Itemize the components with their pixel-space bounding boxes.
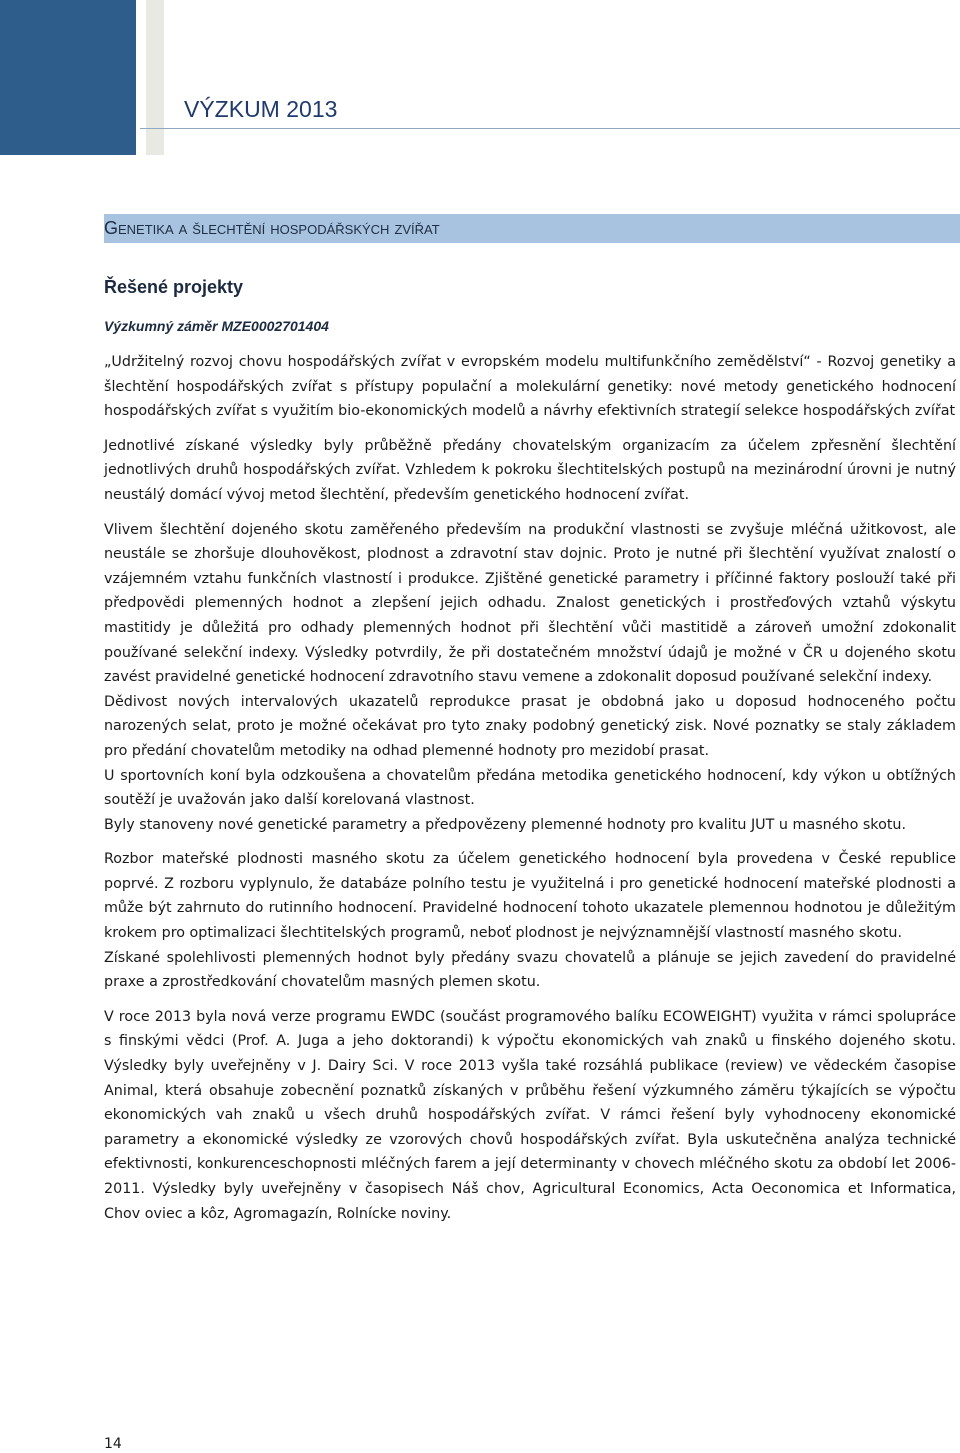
header-accent-bar xyxy=(0,0,136,155)
paragraph: Rozbor mateřské plodnosti masného skotu za účelem genetického hodnocení byla provedena v České republice poprvé. Z rozboru vyplynulo, že databáze polního testu je využitelná i pro genetické hodnocení mateřské plodnosti a může být zahrnuto do rutinního hodnocení. Pravidelné hodnocení tohoto ukazatele plemennou hodnotou je důležitým krokem pro optimalizaci šlechtitelských programů, neboť plodnost je nejvýznamnější vlastností masného skotu. xyxy=(104,851,956,942)
subheading: Řešené projekty xyxy=(104,277,244,297)
project-id: Výzkumný záměr MZE0002701404 xyxy=(104,318,329,334)
paragraph: Jednotlivé získané výsledky byly průběžně předány chovatelským organizacím za účelem zpřesnění šlechtění jednotlivých druhů hospodářských zvířat. Vzhledem k pokroku šlechtitelských postupů na mezinárodní úrovni je nutný neustálý domácí vývoj metod šlechtění, především genetického hodnocení zvířat. xyxy=(104,437,956,503)
paragraph: Byly stanoveny nové genetické parametry a předpovězeny plemenné hodnoty pro kvalitu JUT u masného skotu. xyxy=(104,816,907,833)
body-text xyxy=(104,350,956,1226)
project-title-paragraph: „Udržitelný rozvoj chovu hospodářských zvířat v evropském modelu multifunkčního zemědělství“ - Rozvoj genetiky a šlechtění hospodářských zvířat s přístupy populační a molekulární genetiky: nové metody genetického hodnocení hospodářských zvířat s využitím bio-ekonomických modelů a návrhy efektivních strategií selekce hospodářských zvířat xyxy=(104,354,956,420)
header-rule xyxy=(140,128,960,129)
paragraph: V roce 2013 byla nová verze programu EWDC (součást programového balíku ECOWEIGHT) využita v rámci spolupráce s finskými vědci (Prof. A. Juga a jeho doktorandi) k výpočtu ekonomických vah znaků u finského dojeného skotu. Výsledky byly uveřejněny v J. Dairy Sci. V roce 2013 vyšla také rozsáhlá publikace (review) ve vědeckém časopise Animal, která obsahuje zobecnění poznatků získaných v průběhu řešení výzkumného záměru týkajících se výpočtu ekonomických vah znaků u všech druhů hospodářských zvířat. V rámci řešení byly vyhodnoceny ekonomické parametry a ekonomické výsledky ze vzorových chovů hospodářských zvířat. Byla uskutečněna analýza technické efektivnosti, konkurenceschopnosti mléčných farem a její determinanty v chovech mléčného skotu za období let 2006-2011. Výsledky byly uveřejněny v časopisech Náš chov, Agricultural Economics, Acta Oeconomica et Informatica, Chov oviec a kôz, Agromagazín, Rolnícke noviny. xyxy=(104,1008,956,1222)
page-number: 14 xyxy=(104,1436,122,1452)
page-header-title: VÝZKUM 2013 xyxy=(184,96,338,122)
section-heading: Genetika a šlechtění hospodářských zvířat xyxy=(104,214,960,243)
paragraph: Vlivem šlechtění dojeného skotu zaměřeného především na produkční vlastnosti se zvyšuje mléčná užitkovost, ale neustále se zhoršuje dlouhověkost, plodnost a zdravotní stav dojnic. Proto je nutné při šlechtění využívat znalostí o vzájemném vztahu funkčních vlastností i produkce. Zjištěné genetické parametry i příčinné faktory poslouží také při předpovědi plemenných hodnot a zlepšení jejich odhadu. Znalost genetických i prostřeďových vztahů výskytu mastitidy je důležitá pro odhady plemenných hodnot při šlechtění vůči mastitidě a zároveň umožní zdokonalit používané selekční indexy. Výsledky potvrdily, že při dostatečném množství údajů je možné v ČR u dojeného skotu zavést pravidelné genetické hodnocení zdravotního stavu vemene a zdokonalit doposud používané selekční indexy. xyxy=(104,521,956,686)
paragraph: Dědivost nových intervalových ukazatelů reprodukce prasat je obdobná jako u doposud hodnoceného počtu narozených selat, proto je možné očekávat pro tyto znaky podobný genetický zisk. Nové poznatky se staly základem pro předání chovatelům metodiky na odhad plemenné hodnoty pro mezidobí prasat. xyxy=(104,693,956,759)
paragraph: Získané spolehlivosti plemenných hodnot byly předány svazu chovatelů a plánuje se jejich zavedení do pravidelné praxe a zprostředkování chovatelům masných plemen skotu. xyxy=(104,949,956,991)
paragraph: U sportovních koní byla odzkoušena a chovatelům předána metodika genetického hodnocení, kdy výkon u obtížných soutěží je uvažován jako další korelovaná vlastnost. xyxy=(104,767,956,809)
header-accent-stripe xyxy=(146,0,164,155)
